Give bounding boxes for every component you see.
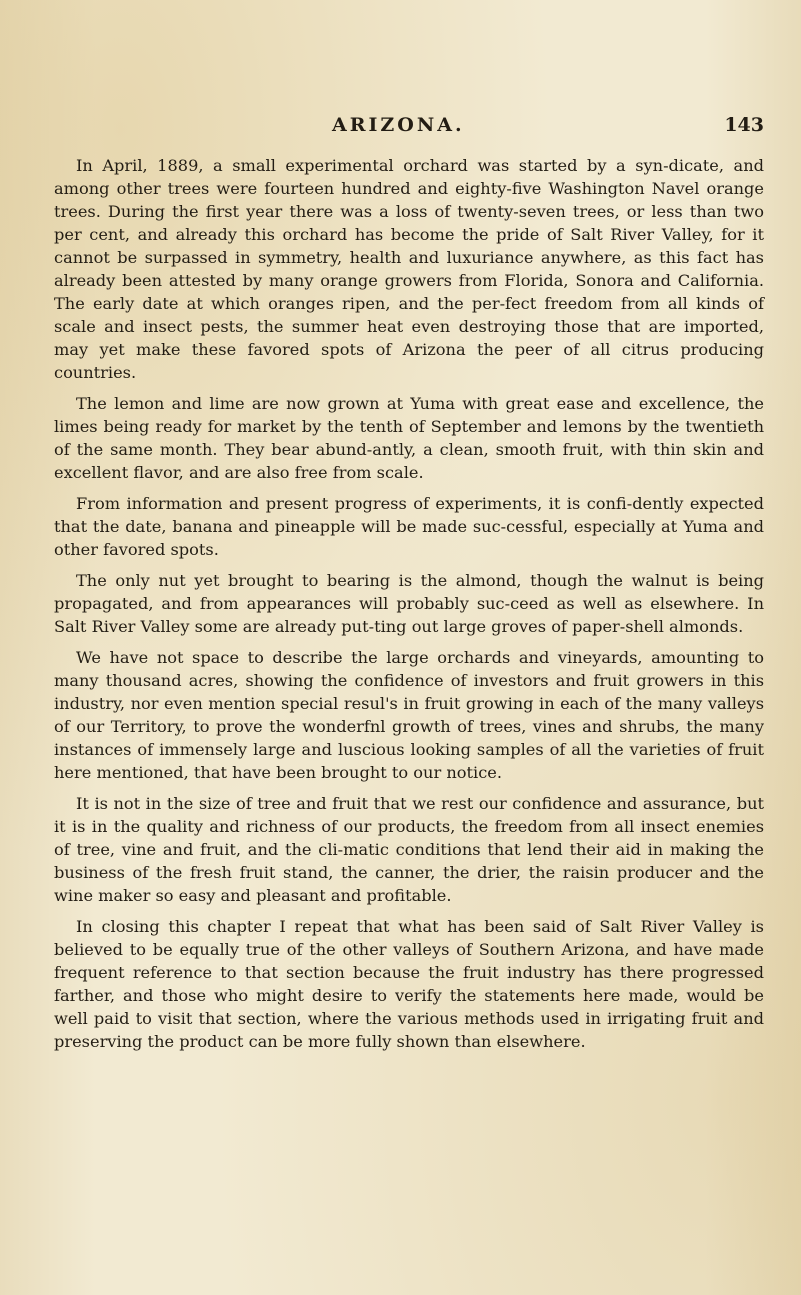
paragraph-orange-orchard: In April, 1889, a small experimental orchard was started by a syn-dicate, and among other trees were fourteen hundred and eighty-five Washington Navel orange trees. During the first year there was a loss of twenty-seven trees, or less than two per cent, and already this orchard has become the pride of Salt River Valley, for it cannot be surpassed in symmetry, health and luxuriance anywhere, as this fact has already been attested by many orange growers from Florida, Sonora and California. The early date at which oranges ripen, and the per-fect freedom from all kinds of scale and insect pests, the summer heat even destroying those that are imported, may yet make these favored spots of Arizona the peer of all citrus producing countries. [54,156,764,382]
page-number: 143 [724,114,764,136]
paragraph-lemon-lime: The lemon and lime are now grown at Yuma with great ease and excellence, the limes being ready for market by the tenth of September and lemons by the twentieth of the same month. They bear abund-antly, a clean, smooth fruit, with thin skin and excellent flavor, and are also free from scale. [54,394,764,482]
paragraph-almond-walnut: The only nut yet brought to bearing is the almond, though the walnut is being propagated, and from appearances will probably suc-ceed as well as elsewhere. In Salt River Valley some are already put-ting out large groves of paper-shell almonds. [54,571,764,636]
paragraph-orchards-vineyards: We have not space to describe the large orchards and vineyards, amounting to many thousand acres, showing the confidence of investors and fruit growers in this industry, nor even mention special resul's in fruit growing in each of the many valleys of our Territory, to prove the wonderfnl growth of trees, vines and shrubs, the many instances of immensely large and luscious looking samples of all the varieties of fruit here mentioned, that have been brought to our notice. [54,648,764,782]
paragraph-date-banana-pineapple: From information and present progress of experiments, it is confi-dently expected that the date, banana and pineapple will be made suc-cessful, especially at Yuma and other favored spots. [54,494,764,559]
paragraph-closing: In closing this chapter I repeat that what has been said of Salt River Valley is believed to be equally true of the other valleys of Southern Arizona, and have made frequent reference to that section because the fruit industry has there progressed farther, and those who might desire to verify the statements here made, would be well paid to visit that section, where the various methods used in irrigating fruit and preserving the product can be more fully shown than elsewhere. [54,917,764,1051]
page-header [54,114,764,144]
paragraph-quality-richness: It is not in the size of tree and fruit that we rest our confidence and assurance, but it is in the quality and richness of our products, the freedom from all insect enemies of tree, vine and fruit, and the cli-matic conditions that lend their aid in making the business of the fresh fruit stand, the canner, the drier, the raisin producer and the wine maker so easy and pleasant and profitable. [54,794,764,905]
body-text [54,154,764,1053]
book-page [54,114,764,1061]
running-head: ARIZONA. [332,114,465,136]
